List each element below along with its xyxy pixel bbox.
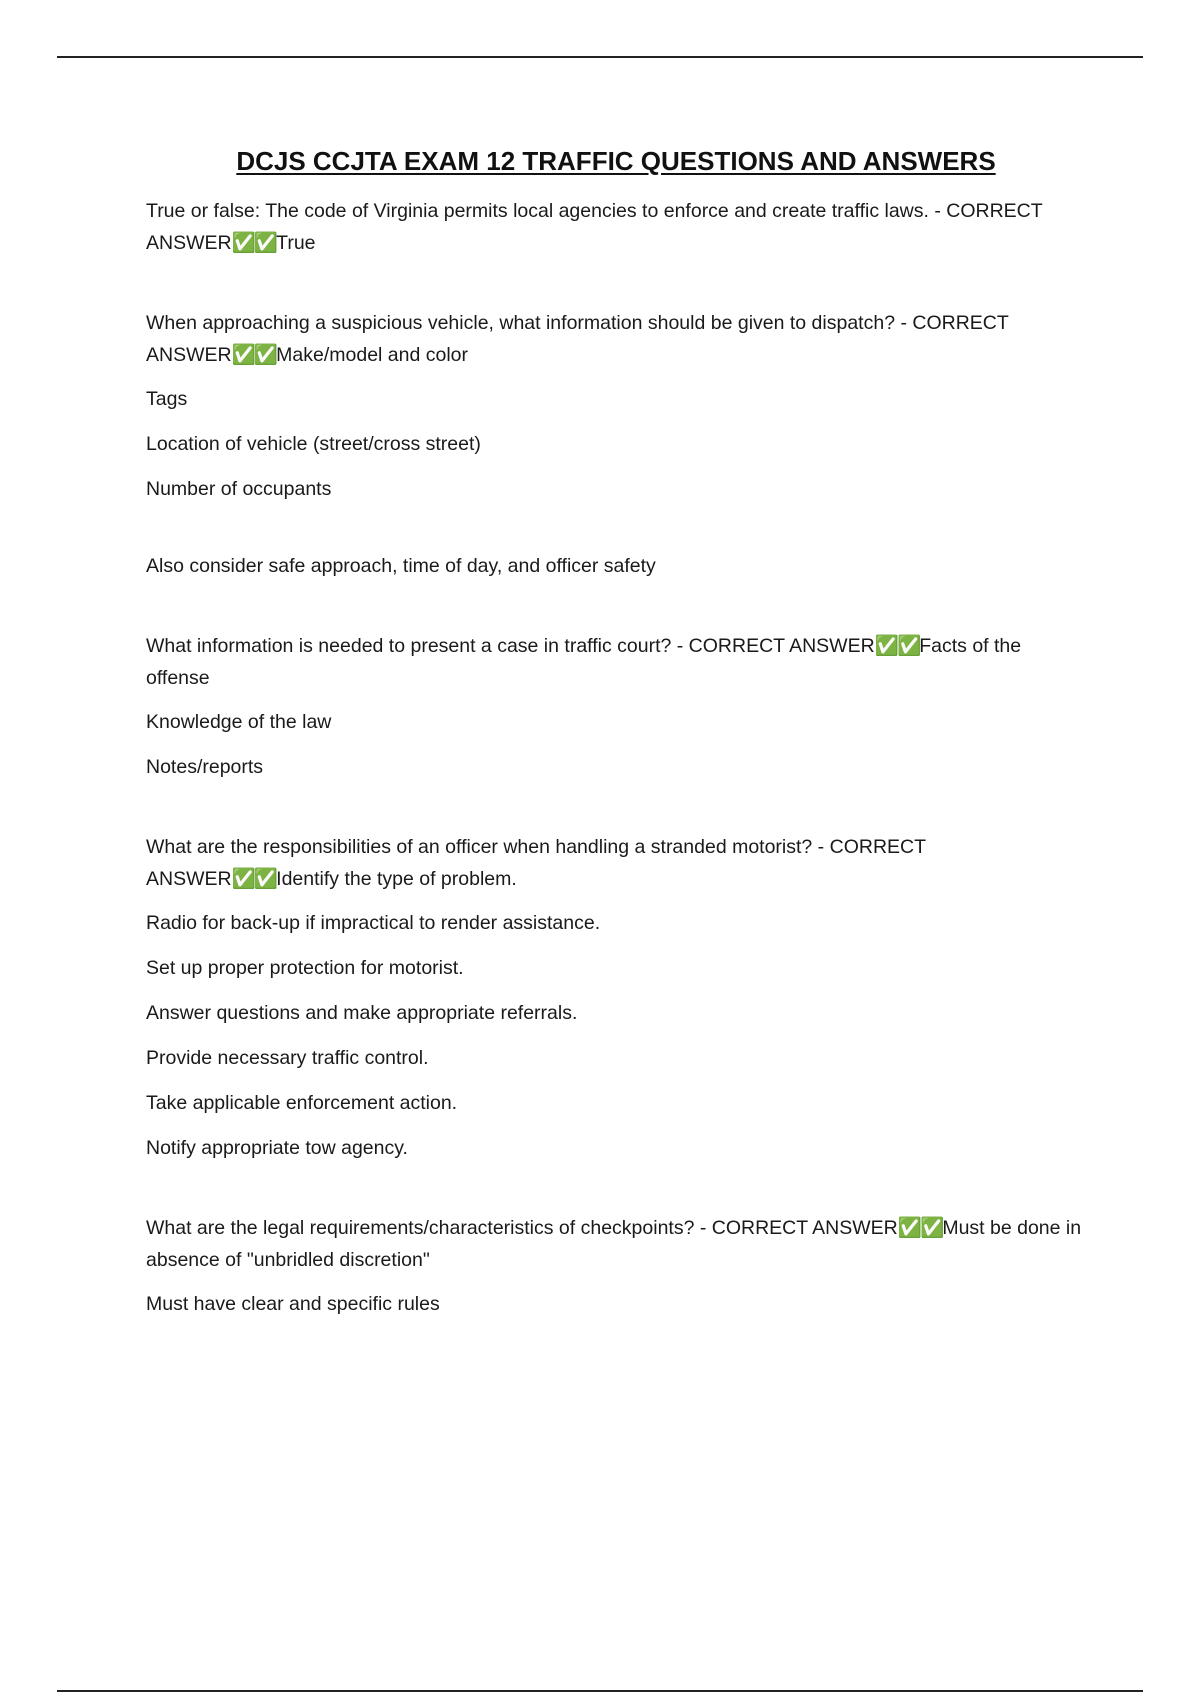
document-body	[146, 146, 1086, 1368]
checkmark-icon: ✅✅	[897, 1217, 943, 1239]
answer-line: Tags	[146, 388, 188, 410]
footer-rule	[57, 1690, 1143, 1692]
qa-item	[146, 307, 1086, 582]
answer-line: Must have clear and specific rules	[146, 1293, 440, 1315]
answer-first: Facts of the offense	[146, 635, 1022, 689]
answer-marker: CORRECT ANSWER	[146, 836, 926, 890]
question-text	[146, 195, 1086, 259]
header-rule	[57, 56, 1143, 58]
question-body: What information is needed to present a case in traffic court? -	[146, 635, 689, 657]
answer-line: Number of occupants	[146, 478, 332, 500]
qa-item	[146, 630, 1086, 783]
question-text	[146, 630, 1086, 694]
answer-line: Set up proper protection for motorist.	[146, 957, 464, 979]
answer-line: Location of vehicle (street/cross street)	[146, 433, 481, 455]
qa-item	[146, 195, 1086, 259]
question-text	[146, 307, 1086, 371]
answer-line: Also consider safe approach, time of day, and officer safety	[146, 555, 656, 577]
answer-line: Knowledge of the law	[146, 711, 332, 733]
checkmark-icon: ✅✅	[874, 635, 920, 657]
answer-marker: CORRECT ANSWER	[711, 1217, 898, 1239]
answer-line: Take applicable enforcement action.	[146, 1092, 458, 1114]
answer-line: Answer questions and make appropriate referrals.	[146, 1002, 578, 1024]
answer-line: Notify appropriate tow agency.	[146, 1137, 408, 1159]
answer-first: True	[276, 232, 316, 254]
answer-line: Provide necessary traffic control.	[146, 1047, 429, 1069]
document-title: DCJS CCJTA EXAM 12 TRAFFIC QUESTIONS AND ANSWERS	[236, 146, 996, 176]
answer-marker: CORRECT ANSWER	[688, 635, 875, 657]
question-body: True or false: The code of Virginia permits local agencies to enforce and create traffic laws. -	[146, 200, 947, 222]
qa-item	[146, 1212, 1086, 1320]
question-body: What are the responsibilities of an officer when handling a stranded motorist? -	[146, 836, 830, 858]
answer-line: Radio for back-up if impractical to render assistance.	[146, 912, 601, 934]
answer-first: Make/model and color	[276, 344, 469, 366]
question-body: What are the legal requirements/characteristics of checkpoints? -	[146, 1217, 712, 1239]
answer-marker: CORRECT ANSWER	[146, 200, 1043, 254]
checkmark-icon: ✅✅	[231, 232, 277, 254]
checkmark-icon: ✅✅	[231, 868, 277, 890]
checkmark-icon: ✅✅	[231, 344, 277, 366]
question-text	[146, 831, 1086, 895]
answer-first: Identify the type of problem.	[276, 868, 517, 890]
question-body: When approaching a suspicious vehicle, what information should be given to dispatch? -	[146, 312, 913, 334]
answer-marker: CORRECT ANSWER	[146, 312, 1009, 366]
answer-line: Notes/reports	[146, 756, 264, 778]
answer-first: Must be done in absence of "unbridled discretion"	[146, 1217, 1082, 1271]
qa-item	[146, 831, 1086, 1164]
question-text	[146, 1212, 1086, 1276]
